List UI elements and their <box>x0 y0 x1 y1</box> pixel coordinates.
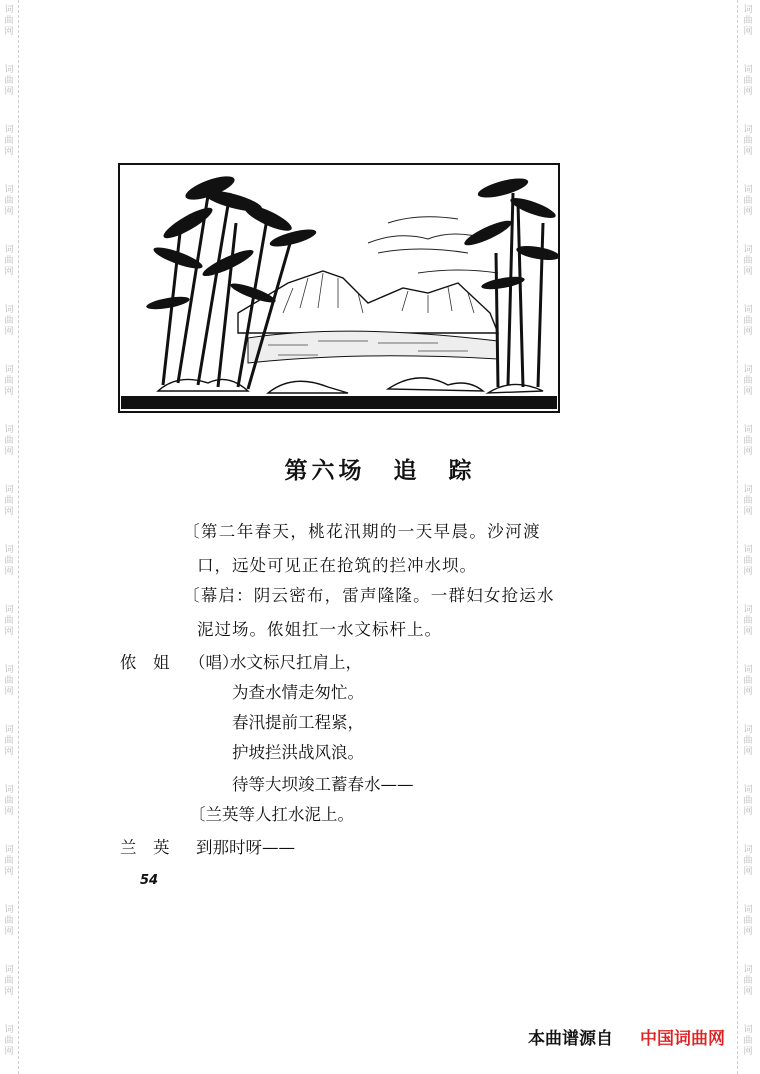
watermark-right: 词曲网 <box>743 845 753 877</box>
watermark-left: 词曲网 <box>4 905 14 937</box>
landscape-drawing <box>118 163 560 413</box>
stage-direction-2-line-1: 〔幕启：阴云密布，雷声隆隆。一群妇女抢运水 <box>183 586 555 605</box>
watermark-left: 词曲网 <box>4 485 14 517</box>
watermark-left: 词曲网 <box>4 665 14 697</box>
watermark-right: 词曲网 <box>743 605 753 637</box>
watermark-right: 词曲网 <box>743 965 753 997</box>
speaker-nongjie: 侬 姐 <box>120 653 170 672</box>
watermark-right: 词曲网 <box>743 65 753 97</box>
lyric-line-4: 护坡拦洪战风浪。 <box>232 743 364 762</box>
watermark-left: 词曲网 <box>4 305 14 337</box>
stage-direction-3: 〔兰英等人扛水泥上。 <box>189 805 354 824</box>
watermark-right: 词曲网 <box>743 725 753 757</box>
watermark-left: 词曲网 <box>4 5 14 37</box>
watermark-right: 词曲网 <box>743 5 753 37</box>
watermark-left: 词曲网 <box>4 125 14 157</box>
scene-title-main: 第六场 <box>284 457 366 484</box>
watermark-right: 词曲网 <box>743 545 753 577</box>
stage-direction-2-line-2: 泥过场。侬姐扛一水文标杆上。 <box>197 620 442 639</box>
watermark-left: 词曲网 <box>4 425 14 457</box>
watermark-left: 词曲网 <box>4 545 14 577</box>
watermark-right: 词曲网 <box>743 425 753 457</box>
sing-cue: （唱） <box>189 653 239 672</box>
lyric-line-2: 为查水情走匆忙。 <box>232 683 364 702</box>
watermark-left: 词曲网 <box>4 65 14 97</box>
watermark-left: 词曲网 <box>4 245 14 277</box>
lyric-line-3: 春汛提前工程紧， <box>232 713 364 732</box>
watermark-left: 词曲网 <box>4 845 14 877</box>
watermark-right: 词曲网 <box>743 485 753 517</box>
watermark-right: 词曲网 <box>743 665 753 697</box>
scene-title-word-2: 踪 <box>448 457 476 484</box>
stage-direction-1-line-2: 口，远处可见正在抢筑的拦冲水坝。 <box>197 556 477 575</box>
scene-title <box>0 452 760 485</box>
watermark-right: 词曲网 <box>743 125 753 157</box>
watermark-right: 词曲网 <box>743 1025 753 1057</box>
source-site-link[interactable]: 中国词曲网 <box>640 1029 725 1049</box>
scene-illustration <box>118 163 560 413</box>
watermark-right: 词曲网 <box>743 365 753 397</box>
watermark-left: 词曲网 <box>4 785 14 817</box>
lyric-line-1: 水文标尺扛肩上， <box>230 653 362 672</box>
speaker-lanying: 兰 英 <box>120 838 170 857</box>
watermark-right: 词曲网 <box>743 185 753 217</box>
watermark-right: 词曲网 <box>743 905 753 937</box>
watermark-left: 词曲网 <box>4 1025 14 1057</box>
watermark-left: 词曲网 <box>4 725 14 757</box>
watermark-left: 词曲网 <box>4 365 14 397</box>
watermark-left: 词曲网 <box>4 605 14 637</box>
watermark-right: 词曲网 <box>743 245 753 277</box>
scene-title-word-1: 追 <box>393 457 421 484</box>
stage-direction-1-line-1: 〔第二年春天，桃花汛期的一天早晨。沙河渡 <box>183 522 541 541</box>
source-label: 本曲谱源自 <box>528 1029 613 1049</box>
watermark-right: 词曲网 <box>743 305 753 337</box>
watermark-right: 词曲网 <box>743 785 753 817</box>
watermark-left: 词曲网 <box>4 185 14 217</box>
page-number: 54 <box>140 873 159 888</box>
lyric-line-5: 待等大坝竣工蓄春水—— <box>232 775 414 794</box>
watermark-left: 词曲网 <box>4 965 14 997</box>
lanying-line: 到那时呀—— <box>196 838 295 857</box>
